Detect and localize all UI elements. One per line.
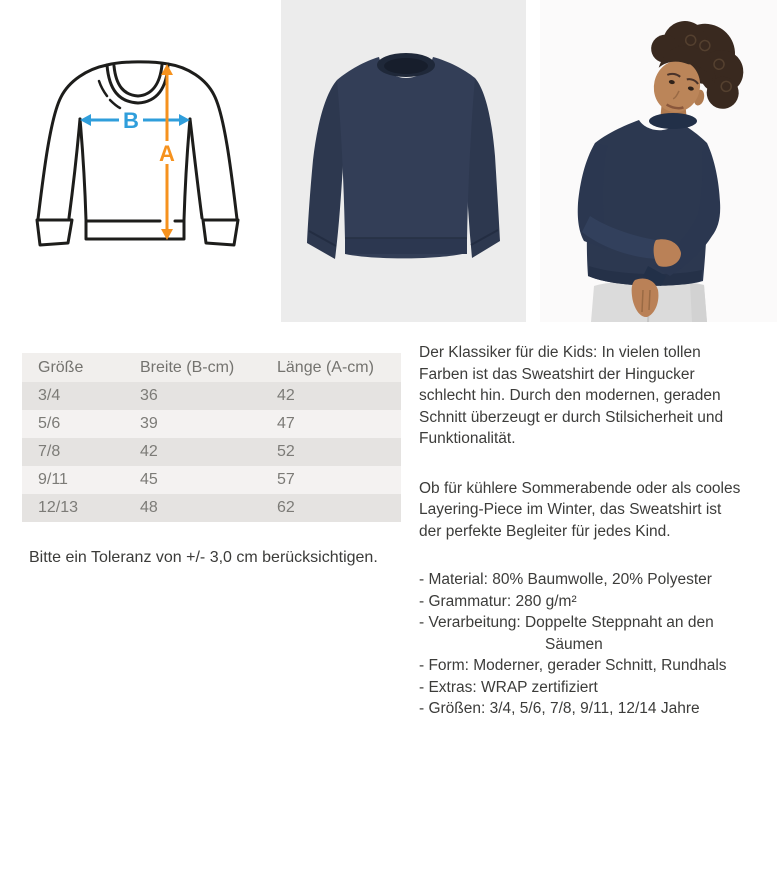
product-description [419,342,777,720]
cell-size: 9/11 [22,466,140,494]
table-row [22,494,401,522]
detail-verarbeitung-wrap: Säumen [545,635,603,653]
width-label: B [123,108,139,133]
column-header-width: Breite (B-cm) [140,353,277,382]
cell-length: 57 [277,466,401,494]
cell-size: 3/4 [22,382,140,410]
table-row [22,410,401,438]
product-photo [281,0,526,322]
detail-verarbeitung: - Verarbeitung: Doppelte Steppnaht an den [419,614,714,631]
table-row [22,438,401,466]
sweatshirt-outline [37,62,238,245]
detail-groessen: - Größen: 3/4, 5/6, 7/8, 9/11, 12/14 Jahre [419,700,700,717]
cell-length: 52 [277,438,401,466]
cell-width: 42 [140,438,277,466]
length-label: A [159,141,175,166]
cell-size: 12/13 [22,494,140,522]
tolerance-note: Bitte ein Toleranz von +/- 3,0 cm berücksichtigen. [29,549,378,566]
cell-length: 42 [277,382,401,410]
cell-length: 62 [277,494,401,522]
cell-width: 45 [140,466,277,494]
detail-grammatur: - Grammatur: 280 g/m² [419,592,577,610]
description-detail-list [419,569,777,720]
size-diagram-image [35,48,250,263]
cell-width: 36 [140,382,277,410]
width-arrow-b [80,108,190,133]
cell-width: 39 [140,410,277,438]
description-paragraph-2: Ob für kühlere Sommerabende oder als cooles Layering-Piece im Winter, das Sweatshirt ist der perfekte Begleiter für jedes Kind. [419,479,741,540]
detail-material: - Material: 80% Baumwolle, 20% Polyester [419,571,712,588]
table-row [22,382,401,410]
cell-length: 47 [277,410,401,438]
cell-width: 48 [140,494,277,522]
column-header-size: Größe [22,353,140,382]
description-paragraph-1: Der Klassiker für die Kids: In vielen tollen Farben ist das Sweatshirt der Hingucker schlecht hin. Durch den modernen, geraden Schnitt überzeugt er durch Stilsicherheit und Funktionalität. [419,344,724,447]
size-chart-header-row [22,353,401,382]
model-photo [540,0,777,322]
cell-size: 7/8 [22,438,140,466]
table-row [22,466,401,494]
cell-size: 5/6 [22,410,140,438]
column-header-length: Länge (A-cm) [277,353,401,382]
detail-form: - Form: Moderner, gerader Schnitt, Rundhals [419,657,727,674]
size-chart-table [22,353,401,522]
detail-extras: - Extras: WRAP zertifiziert [419,678,598,696]
